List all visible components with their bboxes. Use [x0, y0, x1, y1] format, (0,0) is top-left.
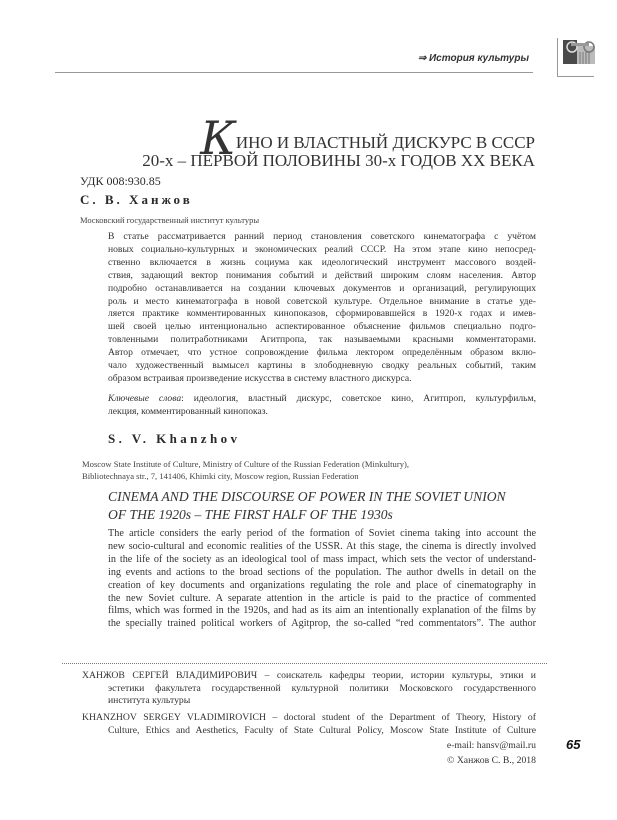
abstract-line: ing events and actions to the broad sections of the population. The author dwells in detail on the	[108, 566, 536, 578]
keywords-text: лекция, комментированный кинопоказ.	[108, 405, 268, 417]
copyright: © Ханжов С. В., 2018	[447, 755, 536, 766]
abstract-line: ственно включается в жизнь социума как идеологический инструмент массового воздей-	[108, 256, 536, 268]
column-capital-logo-icon	[563, 40, 595, 64]
abstract-line: films, which was formed in the 1920s, and had as its aim an intentionally explanation of the films by	[108, 605, 536, 617]
title-line1-text: ИНО И ВЛАСТНЫЙ ДИСКУРС В СССР	[235, 133, 535, 152]
abstract-line: new socio-cultural and economic realities of the USSR. At this stage, the cinema is directly involved	[108, 540, 536, 552]
abstract-line: образом встраивая произведение искусства в систему властного дискурса.	[108, 372, 412, 384]
abstract-line: ляется практике комментированных кинопоказов, сформировавшейся в 1920-х годах и имев-	[108, 308, 536, 320]
abstract-ru	[108, 231, 536, 386]
abstract-line: creation of key documents and organizations regulating the role and place of cinematography in	[108, 579, 536, 591]
affiliation-en	[82, 458, 409, 482]
author-bio-ru	[82, 670, 536, 708]
author-name-ru: С. В. Ханжов	[80, 192, 193, 207]
udk-code: УДК 008:930.85	[80, 174, 161, 188]
title-en-line: OF THE 1920s – THE FIRST HALF OF THE 1930s	[108, 507, 393, 522]
keywords-label: Ключевые слова	[108, 393, 182, 404]
bio-line: Culture, Ethics and Aesthetics, Faculty of State Cultural Policy, Moscow State Institute of Culture	[108, 724, 536, 736]
abstract-line: роль и место кинематографа в новой советской культуре. Отдельное внимание в статье уде-	[108, 295, 536, 307]
institute-ru: Московский государственный институт культуры	[80, 215, 260, 225]
abstract-line: шей своей целью интенционально аспектированное объяснение фильмов специально подго-	[108, 321, 536, 333]
abstract-line: новых социально-культурных и экономических реалий СССР. На этом этапе кино непосред-	[108, 243, 536, 255]
author-name-en: S. V. Khanzhov	[108, 431, 241, 446]
bio-line: KHANZHOV SERGEY VLADIMIROVICH – doctoral student of the Department of Theory, History of	[82, 712, 536, 723]
author-bio-en	[82, 712, 536, 737]
abstract-line: The article considers the early period of the formation of Soviet cinema taking into account the	[108, 528, 536, 539]
header-rule	[55, 72, 533, 73]
bio-line: института культуры	[108, 695, 191, 707]
article-title-ru-line2: 20-х – ПЕРВОЙ ПОЛОВИНЫ 30-х ГОДОВ XX ВЕКА	[142, 151, 535, 170]
footnote-divider	[62, 663, 547, 664]
bio-line: эстетики факультета государственной культурной политики Московского государственного	[108, 682, 536, 694]
abstract-line: Автор отмечает, что устное сопровождение фильма лектором определённым образом вклю-	[108, 347, 536, 359]
abstract-line: in the life of the society as an ideological tool of mass impact, which sets the vector of understand-	[108, 553, 536, 565]
abstract-line: the specially trained political workers of Agitprop, the so-called “red commentators”. The author	[108, 618, 536, 630]
abstract-line: В статье рассматривается ранний период становления советского кинематографа с учётом	[108, 231, 536, 242]
title-en-line: CINEMA AND THE DISCOURSE OF POWER IN THE SOVIET UNION	[108, 489, 506, 504]
title-drop-cap: К	[200, 111, 236, 165]
abstract-line: the new Soviet culture. A separate attention in the article is paid to the practice of commented	[108, 592, 536, 604]
affiliation-line: Bibliotechnaya str., 7, 141406, Khimki city, Moscow region, Russian Federation	[82, 471, 359, 481]
author-email[interactable]: e-mail: hansv@mail.ru	[446, 740, 536, 751]
keywords-text: : идеология, властный дискурс, советское кино, Агитпроп, культурфильм,	[181, 393, 536, 404]
abstract-line: ствия, задающий вектор понимания событий и действий широким слоям населения. Автор	[108, 269, 536, 281]
bio-line: ХАНЖОВ СЕРГЕЙ ВЛАДИМИРОВИЧ – соискатель кафедры теории, истории культуры, этики и	[82, 670, 536, 681]
abstract-line: товленными политработниками Агитпропа, так называемыми красными комментаторами.	[108, 334, 536, 346]
article-title-en	[108, 488, 506, 524]
page-number: 65	[566, 737, 581, 752]
abstract-en	[108, 528, 536, 631]
abstract-line: чало художественный вымысел картины в злободневную сводку реальных событий, таким	[108, 360, 536, 372]
affiliation-line: Moscow State Institute of Culture, Ministry of Culture of the Russian Federation (Minkultury),	[82, 459, 409, 469]
keywords-ru	[108, 393, 536, 419]
section-header: ⇒ История культуры	[417, 53, 529, 64]
abstract-line: подробно останавливается на создании ключевых документов и организаций, регулирующих	[108, 282, 536, 294]
